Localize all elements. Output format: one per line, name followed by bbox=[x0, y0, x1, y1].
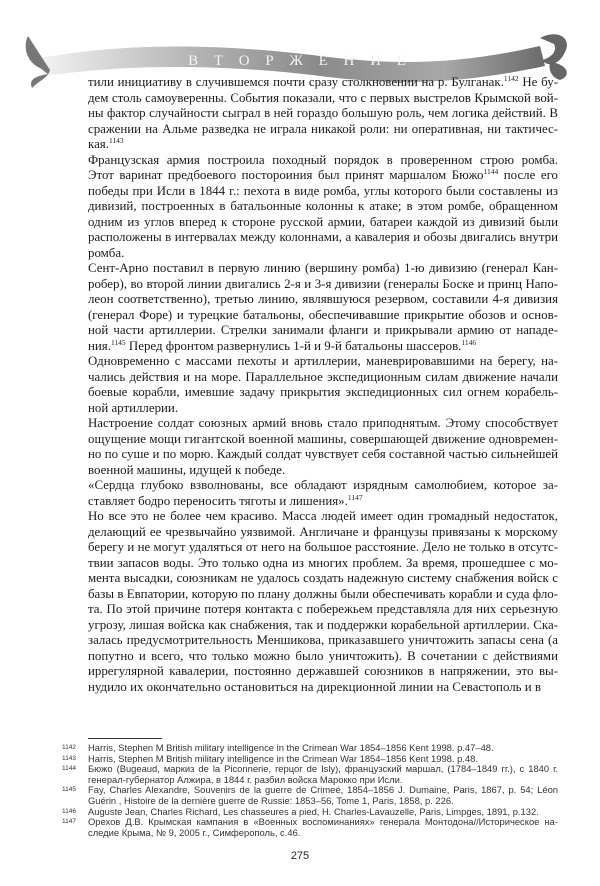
text-segment: дивизий, построенных в батальонные колонны к атаке; в этом ромбе, обращенном bbox=[88, 199, 558, 213]
text-segment: твии запасов воды. Это только одна из многих проблем. За время, прошедшее с мо- bbox=[88, 555, 558, 570]
text-segment: ны фактор случайности сыграл в ней гораздо большую роль, чем логика действий. В bbox=[88, 106, 558, 120]
footnote bbox=[62, 785, 558, 806]
footnote-line: следие Крыма, № 9, 2005 г., Симферополь, с.46. bbox=[88, 826, 301, 838]
paragraph bbox=[88, 261, 558, 354]
footnote-number: 1146 bbox=[62, 807, 76, 815]
text-segment: Этот варинат предбоевого постороиния был принят маршалом Бюжо bbox=[88, 168, 484, 182]
paragraph bbox=[88, 354, 558, 416]
text-segment: ромба. bbox=[88, 245, 125, 260]
text-line bbox=[88, 447, 558, 463]
footnote-number: 1143 bbox=[62, 754, 76, 762]
footnote-line: Fay, Charles Alexandre, Souvenirs de la guerre de Crimeé, 1854–1856 J. Dumaine, Paris, 1867, p. 54; Léon bbox=[88, 784, 558, 796]
text-segment: ощущение мощи гигантской военной машины, совершающей движение одновремен- bbox=[88, 431, 558, 446]
text-line bbox=[88, 184, 558, 200]
text-segment: одним из углов вперед к стороне русской армии, батареи каждой из дивизий были bbox=[88, 214, 558, 229]
text-segment: залась предусмотрительность Меншикова, приказавшего уничтожить запасы сена (а bbox=[88, 633, 558, 647]
footnote-ref: 1147 bbox=[347, 492, 363, 502]
text-line bbox=[88, 556, 558, 572]
text-line bbox=[88, 261, 558, 277]
text-segment: победы при Исли в 1844 г.: пехота в виде ромба, углы которого были составлены из bbox=[88, 183, 558, 198]
text-line bbox=[88, 308, 558, 324]
footnote-ref: 1146 bbox=[461, 337, 477, 347]
text-line bbox=[88, 75, 558, 91]
text-line bbox=[88, 618, 558, 634]
footnote bbox=[62, 764, 558, 785]
text-segment: мента высадки, союзникам не удалось создать надежную систему снабжения войск с bbox=[88, 571, 558, 585]
text-segment: (генерал Форе) и турецкие батальоны, обеспечивавшие прикрытие обозов и основ- bbox=[88, 307, 558, 322]
footnote-line: Harris, Stephen M British military intelligence in the Crimean War 1854–1856 Kent 1998. p.47–48. bbox=[88, 742, 494, 753]
text-segment: делающий ее чрезвычайно уязвимой. Англичане и французы привязаны к морскому bbox=[88, 524, 558, 539]
text-line bbox=[88, 509, 558, 525]
text-line bbox=[88, 106, 558, 122]
page-number: 275 bbox=[290, 850, 310, 862]
text-segment: Сент-Арно поставил в первую линию (вершину ромба) 1-ю дивизию (генерал Кан- bbox=[88, 261, 558, 275]
text-segment: Перед фронтом развернулись 1-й и 9-й батальоны шассеров. bbox=[125, 338, 462, 353]
paragraph bbox=[88, 75, 558, 153]
text-line bbox=[88, 277, 558, 293]
text-line bbox=[88, 230, 558, 246]
text-line bbox=[88, 246, 558, 262]
text-line bbox=[88, 153, 558, 169]
text-line bbox=[88, 137, 558, 153]
footnote-separator bbox=[88, 738, 162, 739]
text-segment: Но все это не более чем красиво. Масса людей имеет один громадный недостаток, bbox=[88, 509, 558, 523]
text-line bbox=[88, 478, 558, 494]
text-segment: «Сердца глубоко взволнованы, все обладают изрядным самолюбием, которое за- bbox=[88, 478, 558, 492]
text-line bbox=[88, 664, 558, 680]
text-line bbox=[88, 494, 558, 510]
text-segment: иррегулярной кавалерии, постоянно державшей союзников в напряжении, это вы- bbox=[88, 664, 558, 678]
text-line bbox=[88, 602, 558, 618]
text-segment: расположены в интервалах между колоннами, а кавалерия и обозы двигались внутри bbox=[88, 230, 558, 244]
text-segment: ния. bbox=[88, 338, 111, 353]
text-segment: Настроение солдат союзных армий вновь стало приподнятым. Этому способствует bbox=[88, 416, 558, 430]
footnote-line: Auguste Jean, Charles Richard, Les chasseures a pied, H. Charles-Lavauzelle, Paris, Limpges, 1891, p.132. bbox=[88, 805, 539, 817]
text-segment: ной части артиллерии. Стрелки занимали фланги и прикрывали армию от нападе- bbox=[88, 323, 558, 337]
footnote-ref: 1142 bbox=[503, 74, 519, 83]
text-line bbox=[88, 401, 558, 417]
text-line bbox=[88, 91, 558, 107]
text-segment: чались действия и на море. Параллельное экспедиционным силам движение начали bbox=[88, 369, 558, 384]
text-segment: нудило их окончательно остановиться на дирекционной линии на Севастополь и в bbox=[88, 679, 541, 694]
text-segment: Не бу- bbox=[518, 75, 558, 89]
text-segment: ставляет бодро переносить тяготы и лишения». bbox=[88, 493, 348, 508]
text-line bbox=[88, 463, 558, 479]
text-segment: но по суше и по морю. Каждый солдат чувствует себя составной частью сильнейшей bbox=[88, 447, 558, 461]
text-line bbox=[88, 122, 558, 138]
text-line bbox=[88, 199, 558, 215]
text-segment: тили инициативу в случившемся почти сразу столкновении на р. Булганак. bbox=[88, 75, 504, 89]
text-line bbox=[88, 525, 558, 541]
ribbon-right-curl bbox=[540, 34, 567, 80]
text-line bbox=[88, 354, 558, 370]
text-segment: попутно и всего, что только можно было уничтожить). В сочетании с действиями bbox=[88, 648, 558, 663]
text-segment: военной машины, идущей к победе. bbox=[88, 462, 286, 477]
footnote-line: Guérin , Histoire de la dernière guerre de Russie: 1853–56, Tome 1, Paris, 1858, p. 226. bbox=[88, 794, 454, 806]
text-segment: Одновременно с массами пехоты и артиллерии, маневрировавшими на берегу, на- bbox=[88, 354, 558, 368]
text-segment: после его bbox=[498, 168, 558, 182]
text-segment: базы в Евпатории, которую по плану должны были обеспечивать корабли и суда фло- bbox=[88, 586, 558, 601]
text-segment: дем столь самоуверенны. События показали, что с первых выстрелов Крымской вой- bbox=[88, 90, 558, 105]
footnote-number: 1144 bbox=[62, 765, 76, 773]
footnote-line: генерал-губернатор Алжира, в 1844 г. разбил войска Марокко при Исли. bbox=[88, 773, 403, 785]
text-segment: Французская армия построила походный порядок в проверенном строю ромба. bbox=[88, 152, 558, 167]
text-line bbox=[88, 323, 558, 339]
footnote-line: Орехов Д.В. Крымская кампания в «Военных воспоминаниях» генерала Монтодона//Историческое на- bbox=[88, 816, 558, 828]
footnote-line: Harris, Stephen M British military intelligence in the Crimean War 1854–1856 Kent 1998. p.48. bbox=[88, 752, 478, 764]
text-segment: боевые корабли, имевшие задачу прикрытия экспедиционных сил огнем корабель- bbox=[88, 385, 558, 399]
text-line bbox=[88, 680, 558, 696]
text-line bbox=[88, 416, 558, 432]
text-line bbox=[88, 215, 558, 231]
text-line bbox=[88, 168, 558, 184]
text-segment: берегу и не могут удаляться от него на большое расстояние. Дело не только в отсутс- bbox=[88, 540, 558, 554]
text-segment: робер), во второй линии двигались 2-я и 3-я дивизии (генералы Боске и принц Напо- bbox=[88, 276, 558, 291]
body-text bbox=[88, 75, 558, 695]
paragraph bbox=[88, 509, 558, 695]
footnote bbox=[62, 743, 558, 754]
text-segment: ной артиллерии. bbox=[88, 400, 179, 415]
footnote-ref: 1143 bbox=[108, 136, 124, 145]
text-segment: леон соответственно), третью линию, являвшуюся резервом, составили 4-я дивизия bbox=[88, 292, 558, 306]
text-line bbox=[88, 339, 558, 355]
chapter-title: В Т О Р Ж Е Н И Е bbox=[188, 53, 412, 69]
text-line bbox=[88, 571, 558, 587]
text-line bbox=[88, 292, 558, 308]
text-line bbox=[88, 587, 558, 603]
text-line bbox=[88, 633, 558, 649]
text-segment: кая. bbox=[88, 137, 109, 151]
text-line bbox=[88, 385, 558, 401]
text-line bbox=[88, 370, 558, 386]
footnote-number: 1142 bbox=[62, 744, 76, 751]
text-segment: та. По этой причине потеря контакта с побережьем представляла для них серьезную bbox=[88, 602, 558, 616]
text-line bbox=[88, 540, 558, 556]
footnote bbox=[62, 817, 558, 838]
paragraph bbox=[88, 416, 558, 478]
paragraph bbox=[88, 478, 558, 509]
footnote-number: 1145 bbox=[62, 786, 76, 794]
footnote-ref: 1145 bbox=[110, 337, 126, 347]
paragraph bbox=[88, 153, 558, 262]
footnotes bbox=[62, 743, 558, 838]
footnote-number: 1147 bbox=[62, 818, 76, 826]
text-segment: сражении на Альме разведка не играла никакой роли: ни оперативная, ни тактичес- bbox=[88, 121, 558, 136]
text-line bbox=[88, 432, 558, 448]
footnote-line: Бюжо (Bugeaud, маркиз de la Piconnerie, герцог de Isly), французский маршал, (1784–1849 гг.), с 1840 г. bbox=[88, 763, 558, 775]
text-segment: угрозу, лишая войска как снабжения, так и поддержки корабельной артиллерии. Ска- bbox=[88, 617, 558, 632]
text-line bbox=[88, 649, 558, 665]
footnote-ref: 1144 bbox=[483, 167, 499, 176]
